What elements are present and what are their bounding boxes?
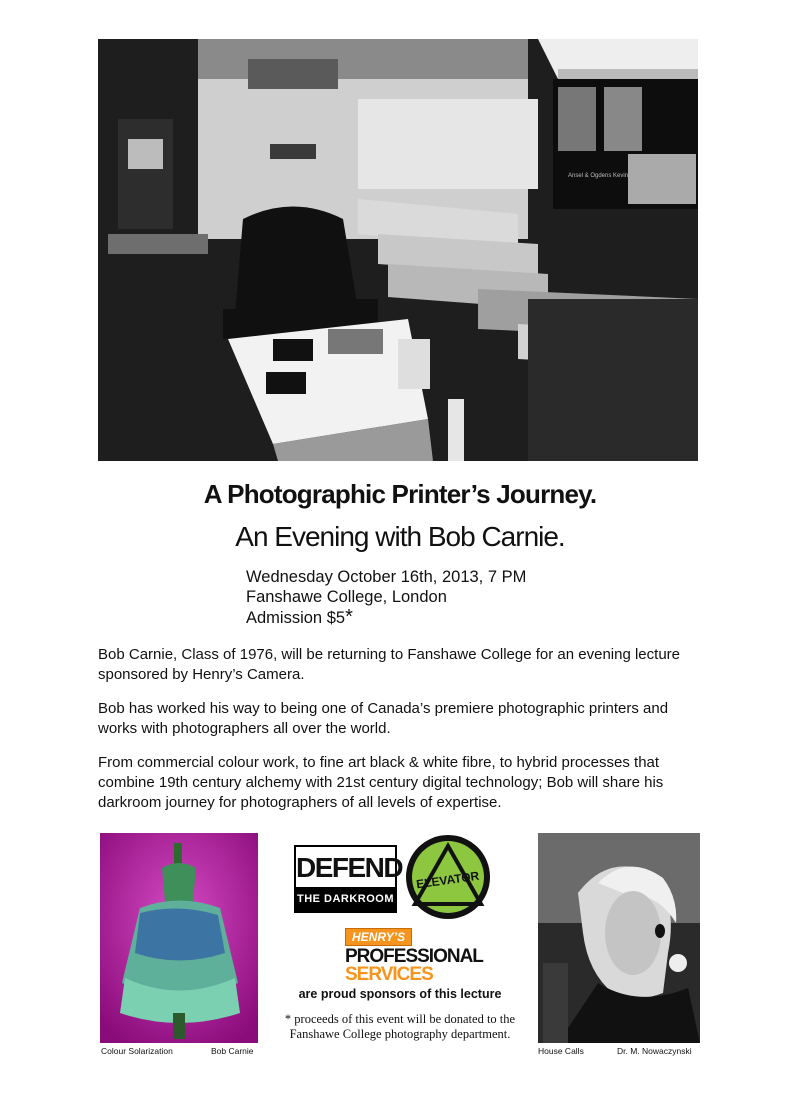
event-info [246, 567, 526, 628]
left-photo-artist: Bob Carnie [211, 1046, 254, 1056]
event-location: Fanshawe College, London [246, 588, 447, 606]
event-date: Wednesday October 16th, 2013, 7 PM [246, 568, 527, 586]
paragraph: Bob has worked his way to being one of Canada’s premiere photographic printers and works with photographers all over the world. [98, 700, 669, 737]
right-photo-artist: Dr. M. Nowaczynski [617, 1046, 692, 1056]
event-admission-line [246, 607, 526, 628]
house-calls-photo [538, 833, 700, 1043]
poster-text: Ansel & Ogdens Kevin [568, 173, 629, 179]
henrys-professional: PROFESSIONAL [345, 946, 483, 967]
colour-solarization-photo [100, 833, 258, 1043]
page-subtitle: An Evening with Bob Carnie. [235, 521, 565, 552]
paragraph: From commercial colour work, to fine art black & white fibre, to hybrid processes that combine 19th century alchemy with 21st century digital technology; Bob will share his darkroom journey for photographers of all levels of expertise. [98, 754, 664, 811]
admission-asterisk: * [345, 606, 353, 628]
paragraph: Bob Carnie, Class of 1976, will be returning to Fanshawe College for an evening lecture sponsored by Henry’s Camera. [98, 646, 680, 683]
event-admission: Admission $5 [246, 609, 346, 627]
henrys-services: SERVICES [345, 964, 433, 985]
defend-logo-top: DEFEND [296, 852, 403, 883]
elevator-logo [405, 834, 491, 920]
defend-the-darkroom-logo [294, 845, 403, 913]
defend-logo-bottom: THE DARKROOM [296, 887, 395, 911]
henrys-professional-services-logo [345, 928, 483, 984]
page-title: A Photographic Printer’s Journey. [203, 479, 597, 509]
hero-photo [98, 39, 698, 461]
proceeds-note: * proceeds of this event will be donated to the Fanshawe College photography department. [284, 1012, 516, 1041]
right-photo-title: House Calls [538, 1046, 584, 1056]
left-photo-title: Colour Solarization [101, 1046, 173, 1056]
elevator-logo-text: ELEVATOR [415, 868, 481, 892]
henrys-badge: HENRY’S [345, 928, 412, 946]
sponsor-line: are proud sponsors of this lecture [298, 987, 502, 1001]
